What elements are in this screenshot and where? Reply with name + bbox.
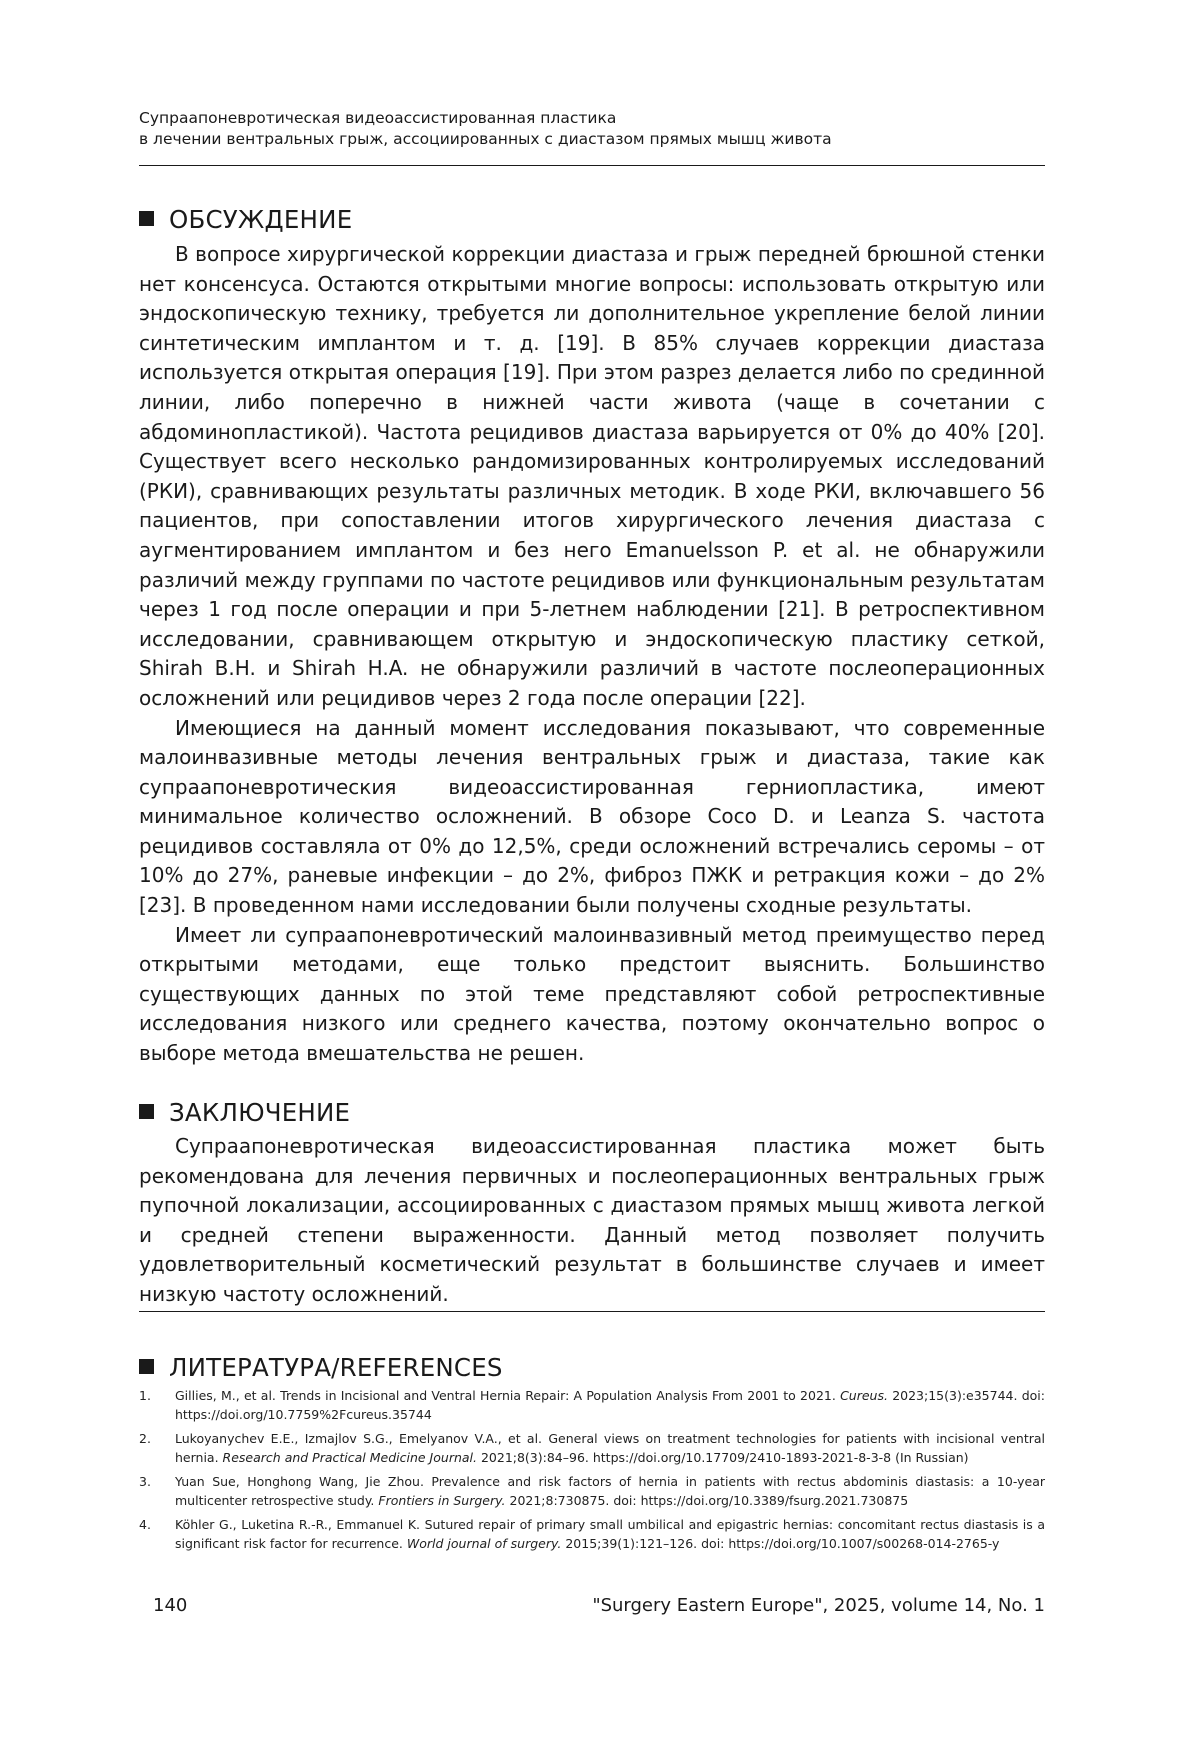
conclusion-heading [139,1098,350,1128]
conclusion-body [139,1132,1045,1310]
page-number: 140 [153,1595,188,1616]
reference-item [139,1472,1045,1510]
reference-details: 2023;15(3):e35744. doi: https://doi.org/10.7759%2Fcureus.35744 [175,1388,1045,1422]
section-square-icon [139,1359,154,1374]
reference-details: 2021;8:730875. doi: https://doi.org/10.3389/fsurg.2021.730875 [505,1493,909,1508]
reference-number: 4. [139,1517,151,1532]
reference-journal: Frontiers in Surgery. [378,1493,506,1508]
reference-text: Yuan Sue, Honghong Wang, Jie Zhou. Prevalence and risk factors of hernia in patients with rectus abdominis diastasis: a 10-year multicenter retrospective study. [175,1474,1045,1508]
journal-info: "Surgery Eastern Europe", 2025, volume 14, No. 1 [592,1595,1045,1616]
conclusion-paragraph-1: Супраапоневротическая видеоассистированная пластика может быть рекомендована для лечения первичных и послеоперационных вентральных грыж пупочной локализации, ассоциированных с диастазом прямых мышц живота легкой и средней степени выраженности. Данный метод позволяет получить удовлетворительный косметический результат в большинстве случаев и имеет низкую частоту осложнений. [139,1134,1045,1306]
discussion-paragraph-1: В вопросе хирургической коррекции диастаза и грыж передней брюшной стенки нет консенсуса. Остаются открытыми многие вопросы: использовать открытую или эндоскопическую технику, требуется ли дополнительное укрепление белой линии синтетическим имплантом и т. д. [19]. В 85% случаев коррекции диастаза используется открытая операция [19]. При этом разрез делается либо по срединной линии, либо поперечно в нижней части живота (чаще в сочетании с абдоминопластикой). Частота рецидивов диастаза варьируется от 0% до 40% [20]. Существует всего несколько рандомизированных контролируемых исследований (РКИ), сравнивающих результаты различных методик. В ходе РКИ, включавшего 56 пациентов, при сопоставлении итогов хирургического лечения диастаза с аугментированием имплантом и без него Emanuelsson P. et al. не обнаружили различий между группами по частоте рецидивов или функциональным результатам через 1 год после операции и при 5-летнем наблюдении [21]. В ретроспективном исследовании, сравнивающем открытую и эндоскопическую пластику сеткой, Shirah B.H. и Shirah H.A. не обнаружили различий в частоте послеоперационных осложнений или рецидивов через 2 года после операции [22]. [139,242,1045,710]
reference-item [139,1429,1045,1467]
discussion-heading-text: ОБСУЖДЕНИЕ [169,205,353,234]
running-header-line-2: в лечении вентральных грыж, ассоциированных с диастазом прямых мышц живота [139,130,832,148]
references-heading [139,1353,503,1383]
conclusion-heading-text: ЗАКЛЮЧЕНИЕ [169,1098,351,1127]
reference-number: 3. [139,1474,151,1489]
reference-item [139,1386,1045,1424]
reference-number: 1. [139,1388,151,1403]
running-header-line-1: Супраапоневротическая видеоассистированная пластика [139,109,617,127]
reference-journal: Cureus. [840,1388,888,1403]
discussion-paragraph-2: Имеющиеся на данный момент исследования показывают, что современные малоинвазивные методы лечения вентральных грыж и диастаза, такие как супраапоневротическия видеоассистированная герниопластика, имеют минимальное количество осложнений. В обзоре Coco D. и Leanza S. частота рецидивов составляла от 0% до 12,5%, среди осложнений встречались серомы – от 10% до 27%, раневые инфекции – до 2%, фиброз ПЖК и ретракция кожи – до 2% [23]. В проведенном нами исследовании были получены сходные результаты. [139,715,1045,918]
section-square-icon [139,1104,154,1119]
discussion-paragraph-3: Имеет ли супраапоневротический малоинвазивный метод преимущество перед открытыми методами, еще только предстоит выяснить. Большинство существующих данных по этой теме представляют собой ретроспективные исследования низкого или среднего качества, поэтому окончательно вопрос о выборе метода вмешательства не решен. [139,922,1045,1066]
discussion-body [139,240,1045,1069]
reference-journal: World journal of surgery. [406,1536,562,1551]
reference-number: 2. [139,1431,151,1446]
reference-text: Gillies, M., et al. Trends in Incisional and Ventral Hernia Repair: A Population Analysis From 2001 to 2021. [175,1388,841,1403]
running-header [139,108,1045,150]
references-heading-text: ЛИТЕРАТУРА/REFERENCES [169,1353,503,1382]
references-divider [139,1311,1045,1312]
reference-details: 2015;39(1):121–126. doi: https://doi.org/10.1007/s00268-014-2765-y [561,1536,1000,1551]
reference-list [139,1386,1045,1558]
section-square-icon [139,211,154,226]
reference-journal: Research and Practical Medicine Journal. [222,1450,477,1465]
reference-item [139,1515,1045,1553]
header-divider [139,165,1045,166]
discussion-heading [139,205,352,235]
reference-details: 2021;8(3):84–96. https://doi.org/10.17709/2410-1893-2021-8-3-8 (In Russian) [476,1450,969,1465]
reference-text: Lukoyanychev E.E., Izmajlov S.G., Emelyanov V.A., et al. General views on treatment technologies for patients with incisional ventral hernia. [175,1431,1045,1465]
reference-text: Köhler G., Luketina R.-R., Emmanuel K. Sutured repair of primary small umbilical and epigastric hernias: concomitant rectus diastasis is a significant risk factor for recurrence. [175,1517,1045,1551]
